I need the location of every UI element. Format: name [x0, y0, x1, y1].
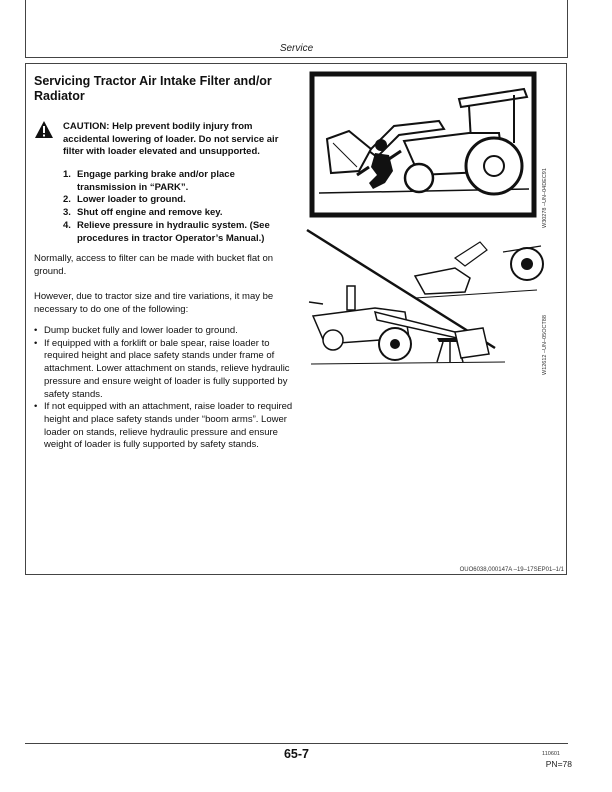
paragraph-variations: However, due to tractor size and tire variations, it may be necessary to do one of the following: — [34, 291, 274, 315]
warning-triangle-icon — [34, 120, 54, 139]
list-item: • Dump bucket fully and lower loader to ground. — [34, 325, 238, 336]
procedure-steps — [63, 169, 295, 245]
section-header: Service — [279, 43, 314, 54]
figure-crush-hazard — [309, 71, 537, 218]
page-number: 65-7 — [283, 747, 310, 761]
step-item: 2. Lower loader to ground. — [63, 194, 186, 206]
step-item: 1. Engage parking brake and/or place transmission in “PARK”. — [63, 169, 235, 193]
footer-pn: PN=78 — [545, 759, 572, 769]
header-rule — [25, 57, 568, 58]
list-item: • If not equipped with an attachment, raise loader to required height and place safety stands under “boom arms”. Lower loader on stands, relieve hydraulic pressure and ensure weight of loader is fully supported by safety stands. — [34, 401, 293, 451]
caution-text: CAUTION: Help prevent bodily injury from accidental lowering of loader. Do not service air filter with loader elevated and unsupported. — [63, 121, 279, 158]
figure-safety-stands — [305, 228, 545, 383]
footer-date: 110601 — [542, 751, 560, 757]
footer-rule — [25, 743, 568, 744]
page-title: Servicing Tractor Air Intake Filter and/or Radiator — [34, 74, 272, 103]
figure-id-1: W30278 –UN–04DEC91 — [542, 168, 548, 228]
paragraph-normal-access: Normally, access to filter can be made with bucket flat on ground. — [34, 253, 274, 277]
document-reference: OUO6038,000147A –19–17SEP01–1/1 — [459, 567, 564, 573]
options-list — [34, 325, 296, 452]
step-item: 3. Shut off engine and remove key. — [63, 207, 223, 219]
figure-id-2: W12612 –UN–05OCT88 — [542, 315, 548, 375]
step-item: 4. Relieve pressure in hydraulic system. (See procedures in tractor Operator’s Manual.) — [63, 219, 270, 244]
list-item: • If equipped with a forklift or bale spear, raise loader to required height and place safety stands under frame of attachment. Lower attachment on stands, relieve hydraulic pressure and ensure weight of loader is fully supported by safety stands. — [34, 337, 290, 400]
